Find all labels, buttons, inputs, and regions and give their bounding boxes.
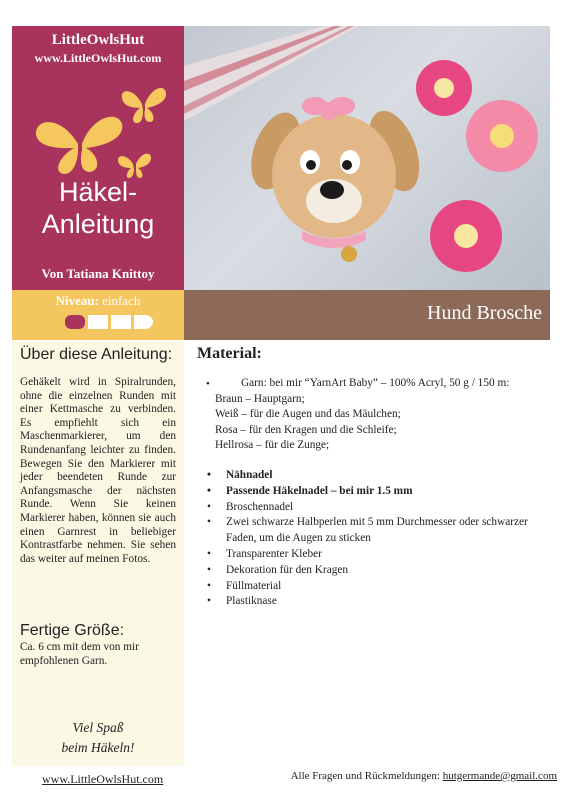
page-title <box>12 176 184 240</box>
difficulty-segment <box>111 315 131 329</box>
list-item: • Broschennadel <box>205 500 550 516</box>
closing-line-1: Viel Spaß <box>72 720 124 735</box>
level-text <box>12 293 184 309</box>
brand-header <box>12 26 184 290</box>
list-item: • Nähnadel <box>205 468 550 484</box>
list-item: • Zwei schwarze Halbperlen mit 5 mm Durchmesser oder schwarzer Faden, um die Augen zu sticken <box>205 515 550 547</box>
level-box <box>12 290 184 340</box>
list-item: • Füllmaterial <box>205 579 550 595</box>
material-heading: Material: <box>197 345 262 362</box>
dog-brooch-photo <box>184 26 550 290</box>
footer-contact <box>291 770 557 782</box>
yarn-color: Braun – Hauptgarn; <box>215 392 305 405</box>
closing-note <box>12 718 184 758</box>
material-list <box>205 468 550 610</box>
yarn-bullet-icon: • <box>206 378 210 390</box>
footer-contact-label: Alle Fragen und Rückmeldungen: <box>290 770 440 782</box>
difficulty-segment <box>134 315 153 329</box>
list-item: • Passende Häkelnadel – bei mir 1.5 mm <box>205 484 550 500</box>
list-item: • Plastiknase <box>205 594 550 610</box>
difficulty-segment-filled <box>65 315 85 329</box>
about-text: Gehäkelt wird in Spiralrunden, ohne die einzelnen Runden mit einer Kettmasche zu verbinden. Es empfiehlt sich ein Maschenmarkierer, um den Rundenanfang leichter zu finden. Bewegen Sie den Markierer mit jeder beendeten Runde zur Anfangsmasche der nächsten Runde. Wenn Sie keinen Markierer haben, können sie auch einen Garnrest in beliebiger Kontrastfarbe nehmen. Sie sehen das weiter auf meinen Fotos. <box>20 376 176 565</box>
pattern-name-bar <box>184 290 550 340</box>
list-item: • Dekoration für den Kragen <box>205 563 550 579</box>
list-item: • Transparenter Kleber <box>205 547 550 563</box>
pattern-name: Hund Brosche <box>427 302 542 324</box>
sidebar-panel <box>12 342 184 766</box>
author: Von Tatiana Knittoy <box>41 266 155 281</box>
yarn-color: Rosa – für den Kragen und die Schleife; <box>215 423 397 436</box>
level-label: Niveau: <box>55 293 99 308</box>
footer-email-link[interactable]: hutgermande@gmail.com <box>442 770 557 782</box>
about-heading: Über diese Anleitung: <box>20 346 173 363</box>
closing-line-2: beim Häkeln! <box>61 740 135 755</box>
pink-flowers <box>416 60 538 272</box>
footer-website-link[interactable]: www.LittleOwlsHut.com <box>42 772 164 786</box>
yarn-color: Weiß – für die Augen und das Mäulchen; <box>215 408 401 421</box>
level-value: einfach <box>102 293 141 308</box>
yarn-block <box>215 376 555 454</box>
size-heading: Fertige Größe: <box>20 622 125 639</box>
title-line-2: Anleitung <box>41 209 155 239</box>
title-line-1: Häkel- <box>58 177 138 207</box>
difficulty-bar <box>65 315 153 329</box>
butterflies-icon <box>30 74 170 184</box>
brand-url[interactable]: www.LittleOwlsHut.com <box>34 51 162 65</box>
brand-name: LittleOwlsHut <box>51 32 145 48</box>
size-text: Ca. 6 cm mit dem von mir empfohlenen Garn. <box>20 641 139 667</box>
yarn-color: Hellrosa – für die Zunge; <box>215 439 330 452</box>
yarn-line: Garn: bei mir “YarnArt Baby” – 100% Acryl, 50 g / 150 m: <box>241 377 510 389</box>
crochet-dog <box>242 97 429 262</box>
difficulty-segment <box>88 315 108 329</box>
dog-brooch-image <box>184 26 550 290</box>
